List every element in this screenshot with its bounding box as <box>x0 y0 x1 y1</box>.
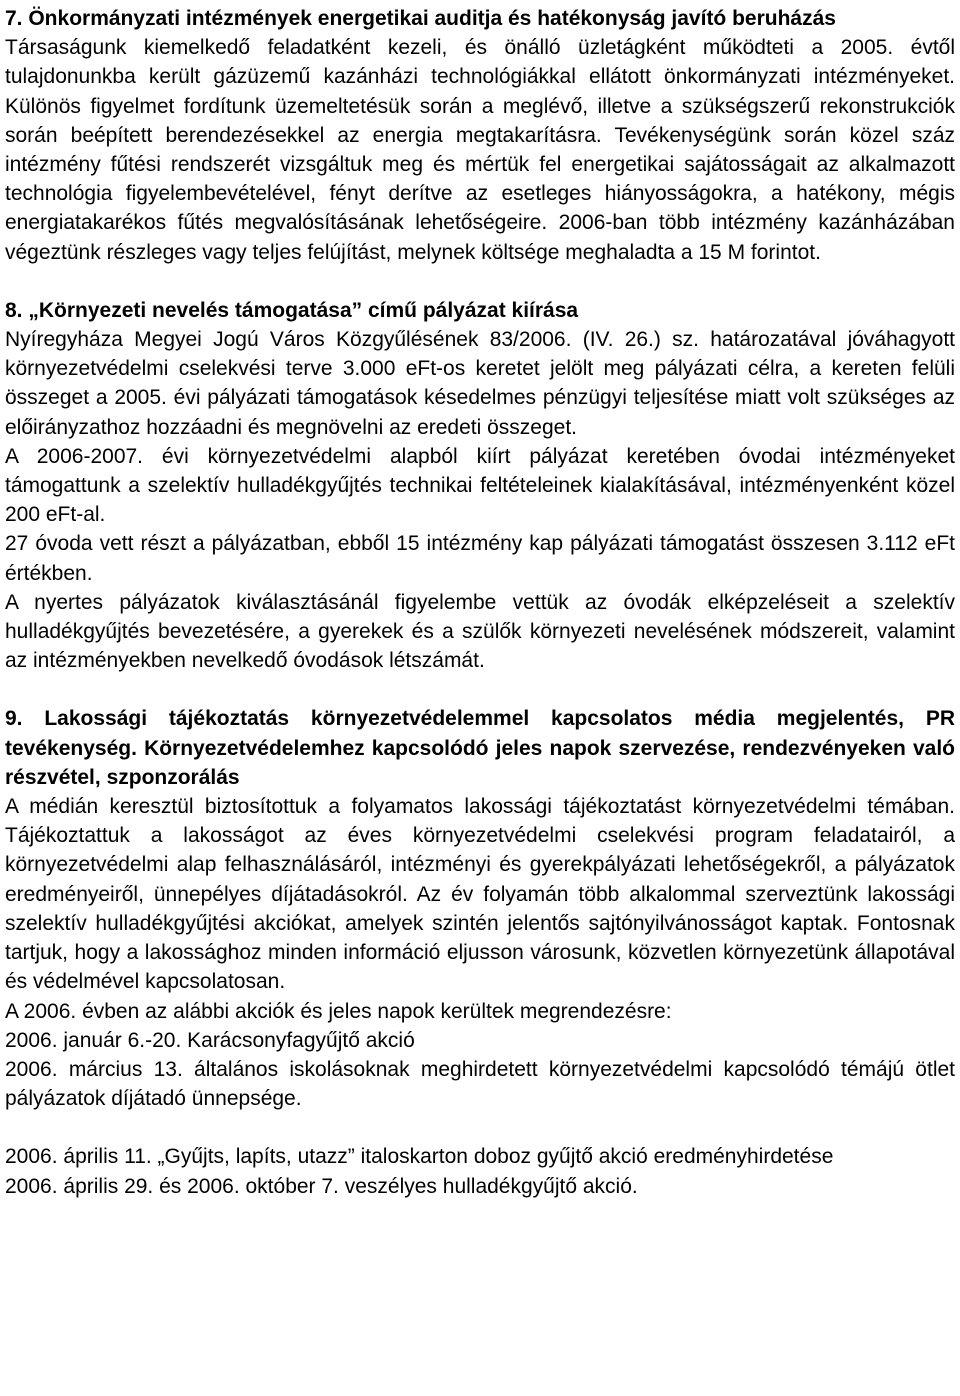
event-item-1: 2006. január 6.-20. Karácsonyfagyűjtő akció <box>5 1028 415 1052</box>
section-9-intro: A 2006. évben az alábbi akciók és jeles napok kerültek megrendezésre: <box>5 999 672 1023</box>
event-item-4: 2006. április 29. és 2006. október 7. veszélyes hulladékgyűjtő akció. <box>5 1174 638 1198</box>
section-8-heading: 8. „Környezeti nevelés támogatása” című pályázat kiírása <box>5 298 579 322</box>
section-8-paragraph-4: A nyertes pályázatok kiválasztásánál figyelembe vettük az óvodák elképzeléseit a szelektív hulladékgyűjtés bevezetésére, a gyerekek és a szülők környezeti nevelésének módszereit, valamint az intézményekben nevelkedő óvodások létszámát. <box>5 590 955 673</box>
spacer <box>5 267 955 296</box>
document-page <box>5 4 955 1201</box>
event-item-2: 2006. március 13. általános iskolásoknak meghirdetett környezetvédelmi kapcsolódó témájú ötlet pályázatok díjátadó ünnepsége. <box>5 1057 955 1111</box>
section-7-body: Társaságunk kiemelkedő feladatként kezeli, és önálló üzletágként működteti a 2005. évtől tulajdonunkba került gázüzemű kazánházi technológiákkal ellátott önkormányzati intézményeket. Különös figyelmet fordítunk üzemeltetésük során a meglévő, illetve a szükségszerű rekonstrukciók során beépített berendezésekkel az energia megtakarításra. Tevékenységünk során közel száz intézmény fűtési rendszerét vizsgáltuk meg és mértük fel energetikai sajátosságait az alkalmazott technológia figyelembevételével, fényt derítve az esetleges hiányosságokra, a hatékony, mégis energiatakarékos fűtés megvalósításának lehetőségeire. 2006-ban több intézmény kazánházában végeztünk részleges vagy teljes felújítást, melynek költsége meghaladta a 15 M forintot. <box>5 36 955 264</box>
event-item-3: 2006. április 11. „Gyűjts, lapíts, utazz” italoskarton doboz gyűjtő akció eredményhirdetése <box>5 1145 834 1169</box>
spacer <box>5 675 955 704</box>
section-9-paragraph-1: A médián keresztül biztosítottuk a folyamatos lakossági tájékoztatást környezetvédelmi témában. Tájékoztattuk a lakosságot az éves környezetvédelmi cselekvési program feladatairól, a környezetvédelmi alap felhasználásáról, intézményi és gyerekpályázati lehetőségekről, a pályázatok eredményeiről, ünnepélyes díjátadásokról. Az év folyamán több alkalommal szerveztünk lakossági szelektív hulladékgyűjtési akciókat, amelyek szintén jelentős sajtónyilvánosságot kaptak. Fontosnak tartjuk, hogy a lakossághoz minden információ eljusson városunk, közvetlen környezetünk állapotával és védelmével kapcsolatosan. <box>5 795 955 994</box>
section-8-paragraph-1: Nyíregyháza Megyei Jogú Város Közgyűlésének 83/2006. (IV. 26.) sz. határozatával jóváhagyott környezetvédelmi cselekvési terve 3.000 eFt-os keretet jelölt meg pályázati célra, a kereten felüli összeget a 2005. évi pályázati támogatások késedelmes pénzügyi teljesítése miatt volt szükséges az előirányzathoz hozzáadni és megnövelni az eredeti összeget. <box>5 328 955 439</box>
section-9-heading: 9. Lakossági tájékoztatás környezetvédelemmel kapcsolatos média megjelentés, PR tevékenység. Környezetvédelemhez kapcsolódó jeles napok szervezése, rendezvényeken való részvétel, szponzorálás <box>5 707 955 789</box>
section-7-heading: 7. Önkormányzati intézmények energetikai auditja és hatékonyság javító beruházás <box>5 7 836 30</box>
spacer <box>5 1113 955 1142</box>
section-8-paragraph-2: A 2006-2007. évi környezetvédelmi alapból kiírt pályázat keretében óvodai intézményeket támogattunk a szelektív hulladékgyűjtés technikai feltételeinek kialakításával, intézményenként közel 200 eFt-al. <box>5 444 955 527</box>
section-8-paragraph-3: 27 óvoda vett részt a pályázatban, ebből 15 intézmény kap pályázati támogatást összesen 3.112 eFt értékben. <box>5 532 955 585</box>
